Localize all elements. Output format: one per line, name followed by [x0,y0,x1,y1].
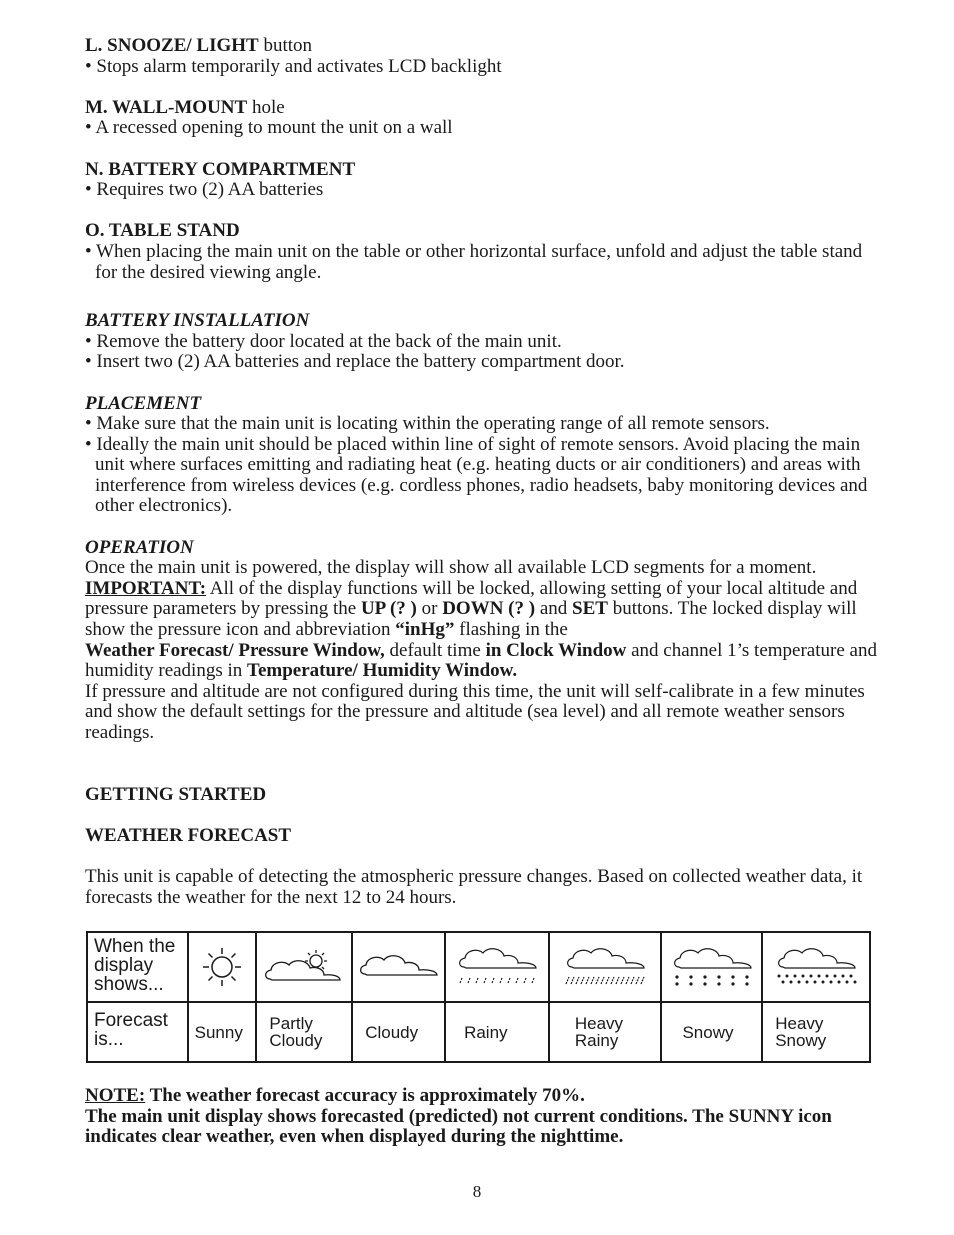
accuracy-note [85,1086,885,1148]
operation-text: default time [384,639,486,661]
section-o-bullet: • When placing the main unit on the table or other horizontal surface, unfold and adjust the table stand for the desired viewing angle. [85,240,863,283]
operation-text: flashing in the [454,619,568,641]
inhg-ref: “inHg” [395,619,455,641]
forecast-label-cloudy: Cloudy [352,1002,445,1062]
table-row [87,932,870,1002]
operation-text: and [535,598,573,620]
forecast-label-snowy: Snowy [661,1002,762,1062]
forecast-label-sunny: Sunny [188,1002,257,1062]
operation-text: buttons. The locked display will show the pressure icon and abbreviation [85,598,857,641]
row-header-forecast: Forecast is... [87,1002,188,1062]
cell-rainy-icon [445,932,549,1002]
up-button-ref: UP (? ) [360,598,417,620]
weather-forecast-text: This unit is capable of detecting the atmospheric pressure changes. Based on collected weather data, it forecasts the weather for the next 12 to 24 hours. [85,866,863,908]
partly-cloudy-icon [262,947,346,987]
operation-title: OPERATION [85,536,194,558]
snow-icon [669,947,755,987]
cell-heavy-snowy-icon [762,932,870,1002]
note-line-1: The weather forecast accuracy is approximately 70%. [145,1085,585,1106]
cell-sunny-icon [188,932,257,1002]
temperature-window-ref: Temperature/ Humidity Window. [247,660,518,682]
cell-partly-cloudy-icon [256,932,352,1002]
battery-bullet: • Remove the battery door located at the back of the main unit. [85,330,562,352]
forecast-label-heavy-rainy: Heavy Rainy [549,1002,662,1062]
manual-page [85,36,885,908]
operation-text: All of the display functions will be locked, allowing setting of your local altitude and pressure parameters by pressing the [85,577,858,620]
section-m [85,98,885,119]
battery-title: BATTERY INSTALLATION [85,310,310,332]
row-header-display: When the display shows... [87,932,188,1002]
spacer [85,744,885,785]
note-label: NOTE: [85,1085,146,1106]
battery-bullet: • Insert two (2) AA batteries and replace the battery compartment door. [85,351,625,373]
rain-icon [452,947,542,987]
spacer [85,805,885,826]
heavy-rain-icon [560,947,650,987]
operation-text: or [416,598,443,620]
section-m-title: M. WALL-MOUNT [85,96,248,118]
sun-icon [199,944,245,990]
operation-paragraph-3: If pressure and altitude are not configured during this time, the unit will self-calibrate in a few minutes and show the default settings for the pressure and altitude (sea level) and all remote weather sensors readings. [85,680,865,743]
cell-snowy-icon [661,932,762,1002]
note-line-2: The main unit display shows forecasted (predicted) not current conditions. The SUNNY icon indicates clear weather, even when displayed during the nighttime. [85,1105,832,1148]
section-l-bullet: • Stops alarm temporarily and activates LCD backlight [85,55,502,77]
forecast-icon-table [86,931,871,1063]
heavy-snow-icon [771,947,861,987]
clock-window-ref: in Clock Window [485,639,627,661]
section-l-suffix: button [258,35,313,56]
section-l [85,36,885,57]
cell-heavy-rainy-icon [549,932,662,1002]
set-button-ref: SET [572,598,608,620]
down-button-ref: DOWN (? ) [442,598,536,620]
section-n-bullet: • Requires two (2) AA batteries [85,179,324,201]
operation-paragraph-1: Once the main unit is powered, the display will show all available LCD segments for a moment. [85,557,817,579]
forecast-label-rainy: Rainy [445,1002,549,1062]
page-number: 8 [472,1182,482,1201]
section-l-title: L. SNOOZE/ LIGHT [85,35,259,56]
getting-started-title: GETTING STARTED [85,783,267,805]
section-o-title: O. TABLE STAND [85,220,240,242]
section-m-suffix: hole [247,96,285,118]
operation-paragraph-2 [85,579,885,682]
weather-forecast-title: WEATHER FORECAST [85,824,292,846]
forecast-window-ref: Weather Forecast/ Pressure Window, [85,639,385,661]
section-n-title: N. BATTERY COMPARTMENT [85,158,356,180]
placement-title: PLACEMENT [85,392,202,414]
placement-bullet: • Ideally the main unit should be placed within line of sight of remote sensors. Avoid placing the main unit where surfaces emitting and radiating heat (e.g. heating ducts or air conditioners) and areas with interference from wireless devices (e.g. cordless phones, radio headsets, baby monitoring devices and other electronics). [85,433,868,517]
spacer [85,847,885,868]
forecast-label-heavy-snowy: Heavy Snowy [762,1002,870,1062]
spacer [85,283,885,311]
cell-cloudy-icon [352,932,445,1002]
operation-text: and channel 1’s temperature and humidity readings in [85,639,877,682]
important-label: IMPORTANT: [85,577,207,599]
forecast-label-partly-cloudy: Partly Cloudy [256,1002,352,1062]
table-row [87,1002,870,1062]
placement-bullet: • Make sure that the main unit is locating within the operating range of all remote sensors. [85,413,770,435]
cloud-icon [357,952,441,982]
section-m-bullet: • A recessed opening to mount the unit on a wall [85,117,453,139]
